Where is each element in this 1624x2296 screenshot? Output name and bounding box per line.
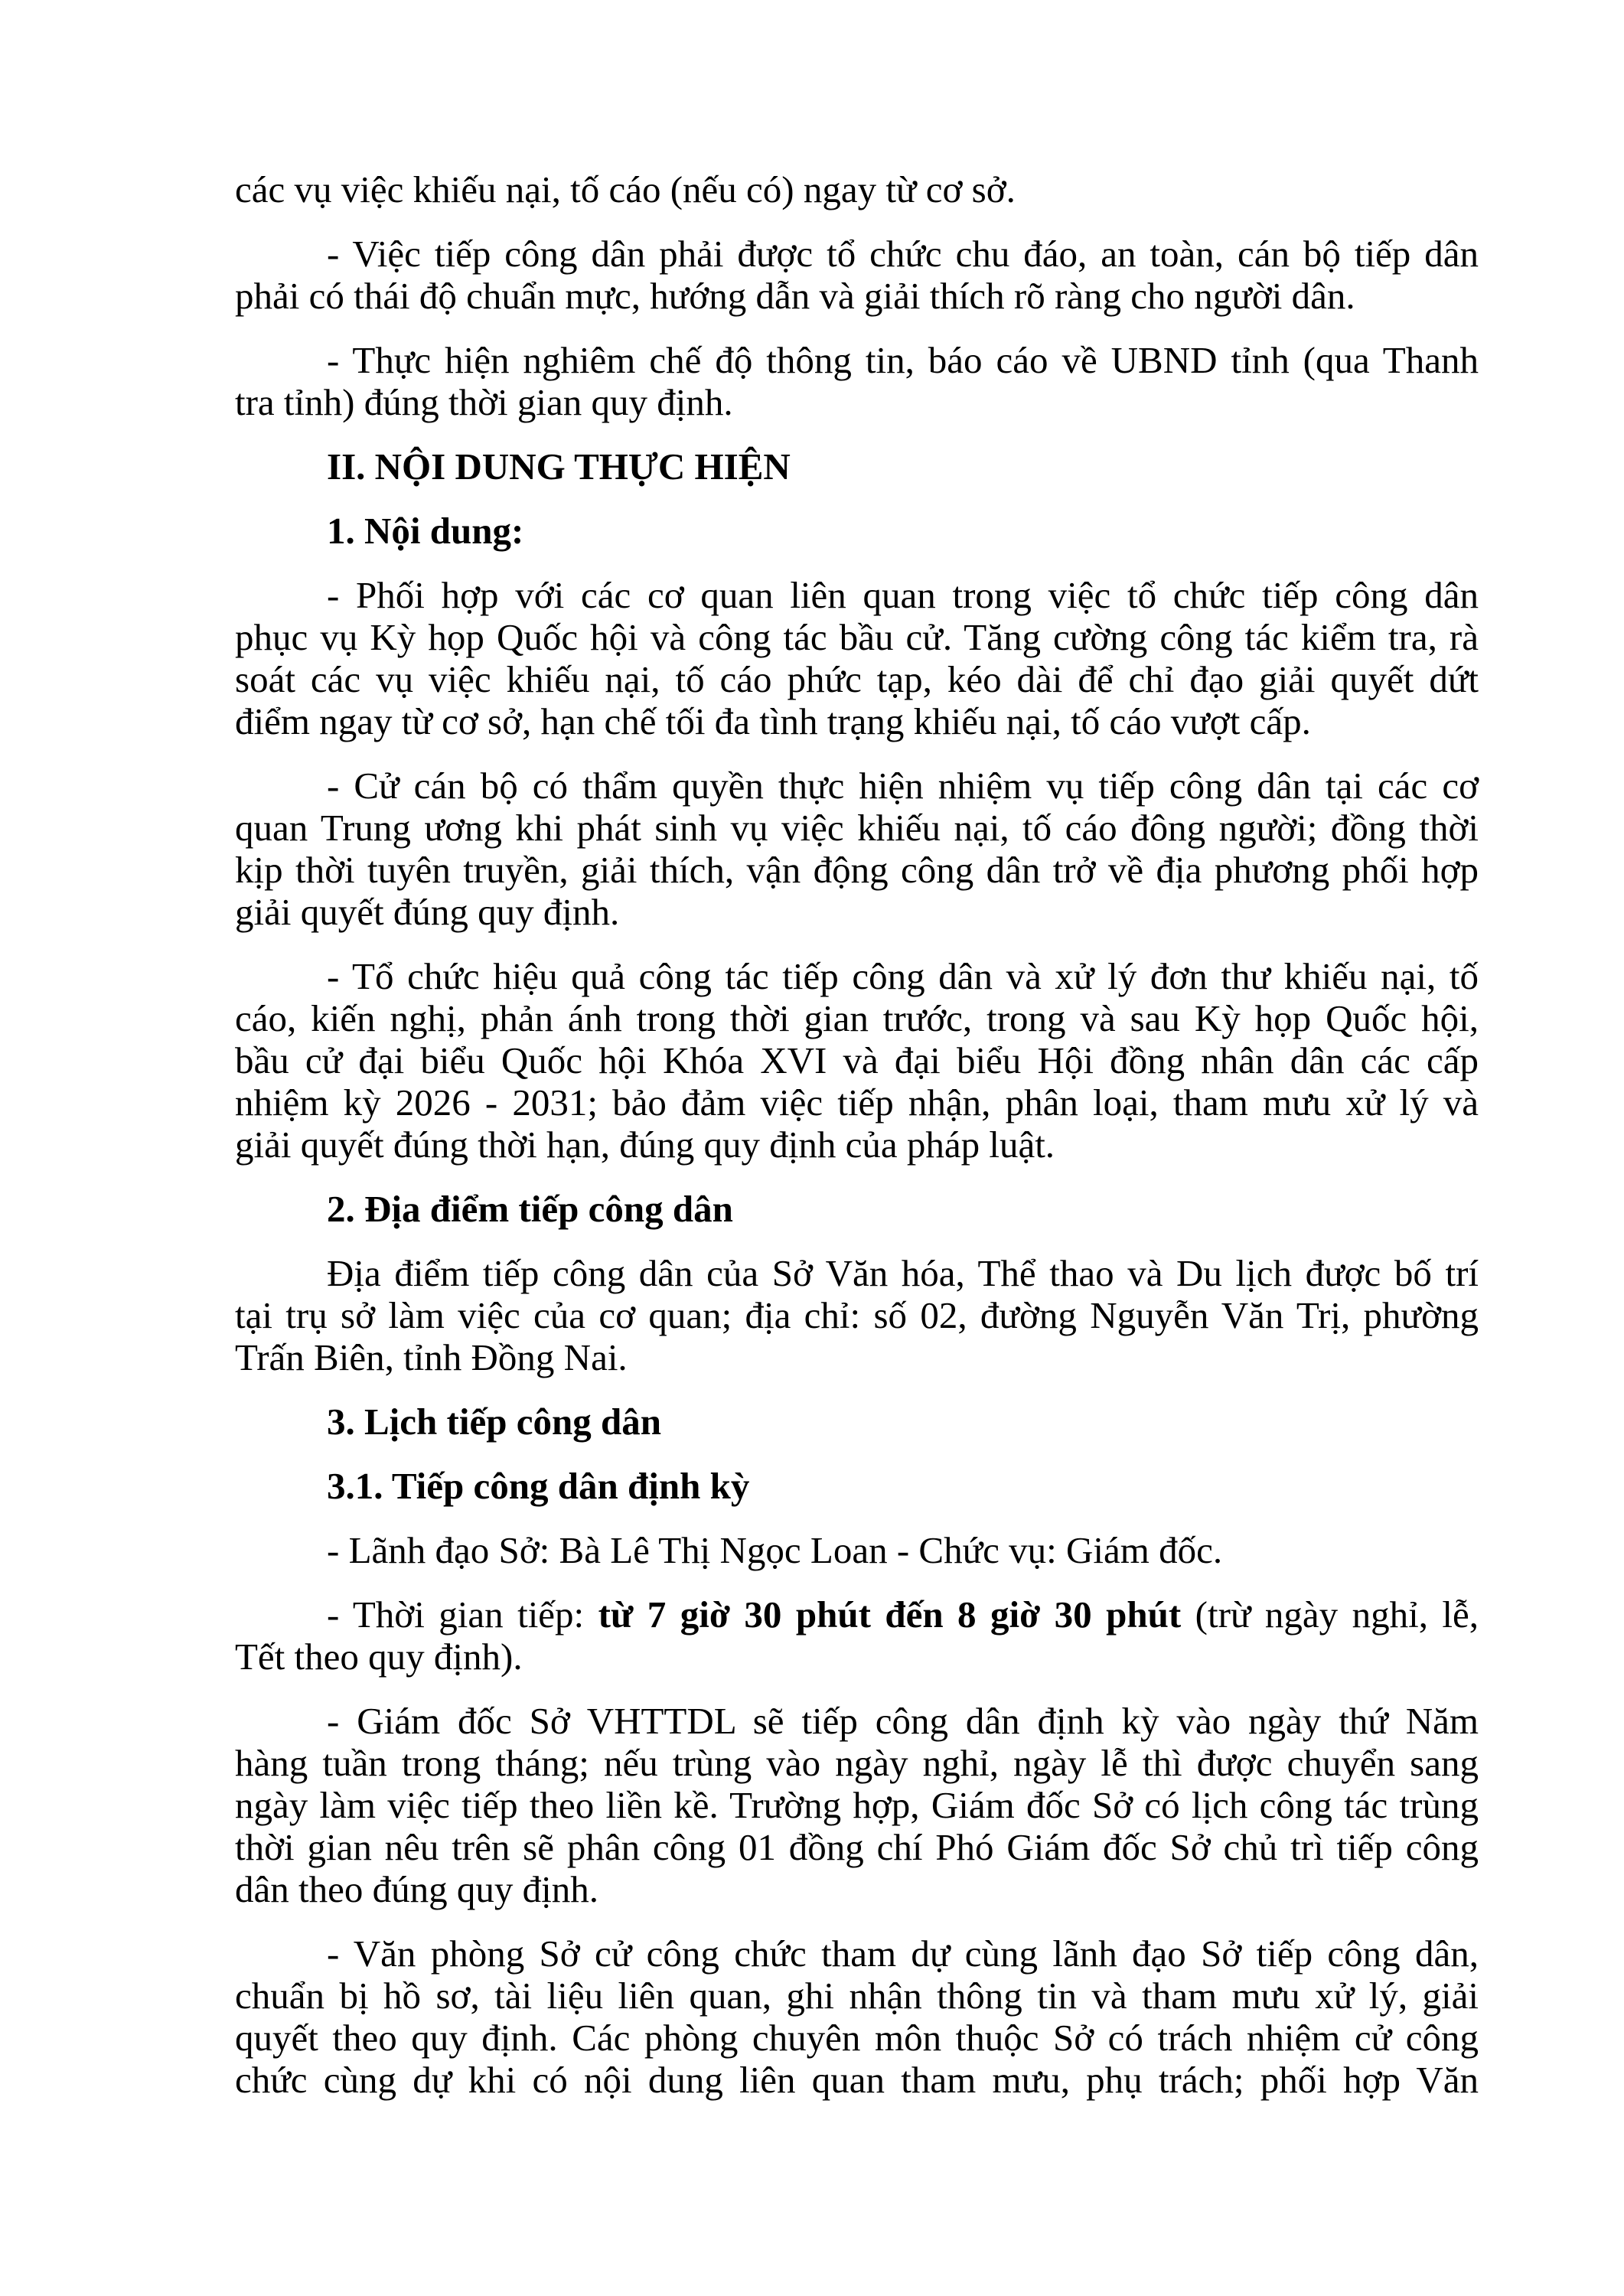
- paragraph: [235, 765, 1479, 933]
- text-line: [235, 1868, 1479, 1910]
- text-line: [235, 1636, 1479, 1678]
- text-run: kịp thời tuyên truyền, giải thích, vận động công dân trở về địa phương phối hợp: [235, 849, 1479, 891]
- text-line: [235, 574, 1479, 616]
- paragraph: [235, 955, 1479, 1166]
- text-run: - Lãnh đạo Sở: Bà Lê Thị Ngọc Loan - Chức vụ: Giám đốc.: [327, 1529, 1223, 1571]
- text-line: [235, 1124, 1479, 1166]
- text-line: [235, 955, 1479, 997]
- heading-line: [235, 1465, 1479, 1507]
- text-line: [235, 700, 1479, 742]
- heading-line: [235, 445, 1479, 488]
- text-run: chuẩn bị hồ sơ, tài liệu liên quan, ghi nhận thông tin và tham mưu xử lý, giải: [235, 1975, 1479, 2017]
- text-line: [235, 1252, 1479, 1294]
- text-run: - Giám đốc Sở VHTTDL sẽ tiếp công dân định kỳ vào ngày thứ Năm: [327, 1700, 1479, 1742]
- text-line: [235, 849, 1479, 891]
- text-run: Trấn Biên, tỉnh Đồng Nai.: [235, 1336, 628, 1378]
- paragraph: [235, 1593, 1479, 1678]
- section-heading: [235, 1465, 1479, 1507]
- text-run: quan Trung ương khi phát sinh vụ việc khiếu nại, tố cáo đông người; đồng thời: [235, 807, 1479, 849]
- text-line: [235, 1826, 1479, 1868]
- paragraph: [235, 168, 1479, 210]
- text-line: [235, 891, 1479, 933]
- paragraph: [235, 339, 1479, 423]
- text-line: [235, 339, 1479, 381]
- text-line: [235, 807, 1479, 849]
- text-run: nhiệm kỳ 2026 - 2031; bảo đảm việc tiếp nhận, phân loại, tham mưu xử lý và: [235, 1081, 1479, 1124]
- text-line: [235, 1700, 1479, 1742]
- text-run: Tết theo quy định).: [235, 1636, 523, 1678]
- text-run: quyết theo quy định. Các phòng chuyên môn thuộc Sở có trách nhiệm cử công: [235, 2017, 1479, 2059]
- bold-text-run: 3.1. Tiếp công dân định kỳ: [327, 1465, 750, 1507]
- text-run: soát các vụ việc khiếu nại, tố cáo phức tạp, kéo dài để chỉ đạo giải quyết dứt: [235, 658, 1479, 700]
- text-run: ngày làm việc tiếp theo liền kề. Trường hợp, Giám đốc Sở có lịch công tác trùng: [235, 1784, 1479, 1826]
- text-run: cáo, kiến nghị, phản ánh trong thời gian trước, trong và sau Kỳ họp Quốc hội,: [235, 997, 1479, 1039]
- text-line: [235, 233, 1479, 275]
- text-line: [235, 997, 1479, 1039]
- text-run: Địa điểm tiếp công dân của Sở Văn hóa, Thể thao và Du lịch được bố trí: [327, 1252, 1479, 1294]
- paragraph: [235, 1700, 1479, 1910]
- text-run: bầu cử đại biểu Quốc hội Khóa XVI và đại biểu Hội đồng nhân dân các cấp: [235, 1039, 1479, 1081]
- text-line: [235, 658, 1479, 700]
- text-run: giải quyết đúng quy định.: [235, 891, 620, 933]
- section-heading: [235, 510, 1479, 552]
- text-line: [235, 1784, 1479, 1826]
- text-run: - Thời gian tiếp:: [327, 1593, 598, 1636]
- text-run: các vụ việc khiếu nại, tố cáo (nếu có) ngay từ cơ sở.: [235, 168, 1016, 210]
- section-heading: [235, 1188, 1479, 1230]
- paragraph: [235, 233, 1479, 317]
- text-line: [235, 275, 1479, 317]
- text-line: [235, 168, 1479, 210]
- text-line: [235, 2059, 1479, 2101]
- bold-text-run: từ 7 giờ 30 phút đến 8 giờ 30 phút: [598, 1593, 1182, 1636]
- text-line: [235, 1975, 1479, 2017]
- text-run: thời gian nêu trên sẽ phân công 01 đồng chí Phó Giám đốc Sở chủ trì tiếp công: [235, 1826, 1479, 1868]
- heading-line: [235, 1401, 1479, 1443]
- text-run: - Phối hợp với các cơ quan liên quan trong việc tổ chức tiếp công dân: [327, 574, 1479, 616]
- text-run: - Thực hiện nghiêm chế độ thông tin, báo cáo về UBND tỉnh (qua Thanh: [327, 339, 1479, 381]
- text-run: hàng tuần trong tháng; nếu trùng vào ngày nghỉ, ngày lễ thì được chuyển sang: [235, 1742, 1479, 1784]
- document-content: [235, 168, 1479, 2101]
- text-line: [235, 616, 1479, 658]
- text-run: giải quyết đúng thời hạn, đúng quy định của pháp luật.: [235, 1124, 1055, 1166]
- text-run: tại trụ sở làm việc của cơ quan; địa chỉ: số 02, đường Nguyễn Văn Trị, phường: [235, 1294, 1479, 1336]
- text-line: [235, 1742, 1479, 1784]
- text-line: [235, 1593, 1479, 1636]
- text-run: - Văn phòng Sở cử công chức tham dự cùng lãnh đạo Sở tiếp công dân,: [327, 1932, 1479, 1975]
- text-run: - Cử cán bộ có thẩm quyền thực hiện nhiệm vụ tiếp công dân tại các cơ: [327, 765, 1479, 807]
- text-line: [235, 1932, 1479, 1975]
- text-run: chức cùng dự khi có nội dung liên quan tham mưu, phụ trách; phối hợp Văn: [235, 2059, 1479, 2101]
- text-run: dân theo đúng quy định.: [235, 1868, 598, 1910]
- heading-line: [235, 1188, 1479, 1230]
- text-run: phục vụ Kỳ họp Quốc hội và công tác bầu cử. Tăng cường công tác kiểm tra, rà: [235, 616, 1479, 658]
- bold-text-run: II. NỘI DUNG THỰC HIỆN: [327, 445, 791, 488]
- paragraph: [235, 1932, 1479, 2101]
- text-line: [235, 765, 1479, 807]
- paragraph: [235, 1252, 1479, 1378]
- text-run: - Tổ chức hiệu quả công tác tiếp công dân và xử lý đơn thư khiếu nại, tố: [327, 955, 1479, 997]
- bold-text-run: 2. Địa điểm tiếp công dân: [327, 1188, 733, 1230]
- text-line: [235, 1529, 1479, 1571]
- heading-line: [235, 510, 1479, 552]
- text-line: [235, 2017, 1479, 2059]
- text-run: phải có thái độ chuẩn mực, hướng dẫn và giải thích rõ ràng cho người dân.: [235, 275, 1355, 317]
- text-line: [235, 1336, 1479, 1378]
- text-run: (trừ ngày nghỉ, lễ,: [1181, 1593, 1479, 1636]
- text-run: điểm ngay từ cơ sở, hạn chế tối đa tình trạng khiếu nại, tố cáo vượt cấp.: [235, 700, 1311, 742]
- bold-text-run: 3. Lịch tiếp công dân: [327, 1401, 661, 1443]
- paragraph: [235, 574, 1479, 742]
- section-heading: [235, 1401, 1479, 1443]
- bold-text-run: 1. Nội dung:: [327, 510, 524, 552]
- text-line: [235, 1039, 1479, 1081]
- section-heading: [235, 445, 1479, 488]
- paragraph: [235, 1529, 1479, 1571]
- text-line: [235, 1294, 1479, 1336]
- text-line: [235, 381, 1479, 423]
- text-run: tra tỉnh) đúng thời gian quy định.: [235, 381, 733, 423]
- text-run: - Việc tiếp công dân phải được tổ chức chu đáo, an toàn, cán bộ tiếp dân: [327, 233, 1479, 275]
- text-line: [235, 1081, 1479, 1124]
